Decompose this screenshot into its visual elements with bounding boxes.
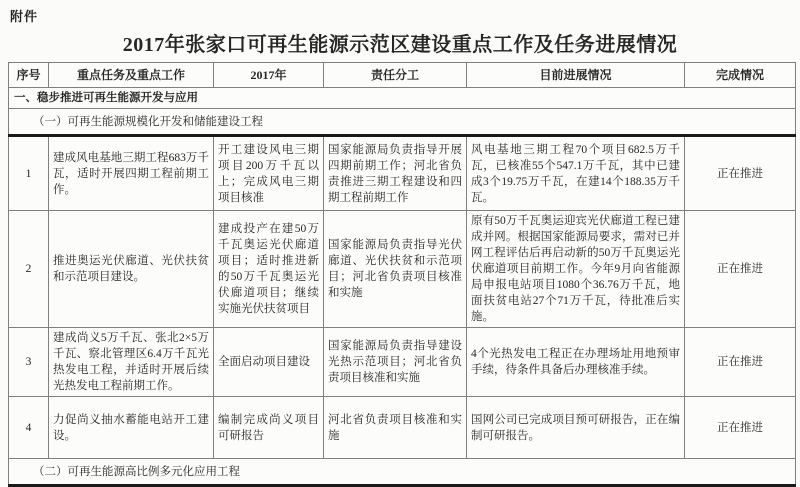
- subsection-title: （二）可再生能源高比例多元化应用工程: [9, 459, 796, 486]
- page-title: 2017年张家口可再生能源示范区建设重点工作及任务进展情况: [122, 34, 678, 56]
- cell-status: 正在推进: [685, 397, 796, 459]
- cell-status: 正在推进: [685, 136, 796, 211]
- cell-responsibility: 国家能源局负责指导开展四期前期工作；河北省负责推进三期工程建设和四期工程前期工作: [324, 136, 467, 211]
- cell-responsibility: 国家能源局负责指导建设光热示范项目；河北省负责项目核准和实施: [324, 328, 467, 397]
- table-row: [9, 211, 796, 328]
- cell-2017-plan: 开工建设风电三期项目200万千瓦以上；完成风电三期项目核准: [214, 136, 324, 211]
- col-header-status: 完成情况: [685, 63, 796, 88]
- cell-progress: 风电基地三期工程70个项目682.5万千瓦，已核准55个547.1万千瓦，其中已建成3个19.75万千瓦，在建14个188.35万千瓦。: [467, 136, 685, 211]
- table-row: [9, 136, 796, 211]
- cell-seq: 3: [9, 328, 49, 397]
- cell-task: 推进奥运光伏廊道、光伏扶贫和示范项目建设。: [49, 211, 214, 328]
- cell-2017-plan: 全面启动项目建设: [214, 328, 324, 397]
- cell-progress: 4个光热发电工程正在办理场址用地预审手续，待条件具备后办理核准手续。: [467, 328, 685, 397]
- subsection-row-1: [9, 109, 796, 136]
- col-header-2017: 2017年: [214, 63, 324, 88]
- cell-progress: 国网公司已完成项目预可研报告，正在编制可研报告。: [467, 397, 685, 459]
- cell-status: 正在推进: [685, 211, 796, 328]
- col-header-task: 重点任务及重点工作: [49, 63, 214, 88]
- cell-2017-plan: 编制完成尚义项目可研报告: [214, 397, 324, 459]
- section-row-1: [9, 88, 796, 109]
- attachment-label: 附件: [10, 9, 39, 24]
- cell-seq: 1: [9, 136, 49, 211]
- subsection-title: （一）可再生能源规模化开发和储能建设工程: [9, 109, 796, 136]
- progress-table: [8, 62, 796, 487]
- section-title: 一、稳步推进可再生能源开发与应用: [9, 88, 796, 109]
- table-header-row: [9, 63, 796, 88]
- cell-seq: 4: [9, 397, 49, 459]
- cell-task: 力促尚义抽水蓄能电站开工建设。: [49, 397, 214, 459]
- col-header-seq: 序号: [9, 63, 49, 88]
- cell-2017-plan: 建成投产在建50万千瓦奥运光伏廊道项目；适时推进新的50万千瓦奥运光伏廊道项目；继续实施光伏扶贫项目: [214, 211, 324, 328]
- cell-task: 建成尚义5万千瓦、张北2×5万千瓦、察北管理区6.4万千瓦光热发电工程，并适时开展后续光热发电工程前期工作。: [49, 328, 214, 397]
- col-header-responsibility: 责任分工: [324, 63, 467, 88]
- subsection-row-2: [9, 459, 796, 486]
- table-row: [9, 328, 796, 397]
- cell-progress: 原有50万千瓦奥运迎宾光伏廊道工程已建成并网。根据国家能源局要求，需对已并网工程评估后再启动新的50万千瓦奥运光伏廊道项目前期工作。今年9月向省能源局申报电站项目1080个36.76万千瓦，地面扶贫电站27个71万千瓦，待批准后实施。: [467, 211, 685, 328]
- cell-responsibility: 国家能源局负责指导光伏廊道、光伏扶贫和示范项目；河北省负责项目核准和实施: [324, 211, 467, 328]
- cell-status: 正在推进: [685, 328, 796, 397]
- cell-responsibility: 河北省负责项目核准和实施: [324, 397, 467, 459]
- col-header-progress: 目前进展情况: [467, 63, 685, 88]
- cell-seq: 2: [9, 211, 49, 328]
- cell-task: 建成风电基地三期工程683万千瓦，适时开展四期工程前期工作。: [49, 136, 214, 211]
- table-row: [9, 397, 796, 459]
